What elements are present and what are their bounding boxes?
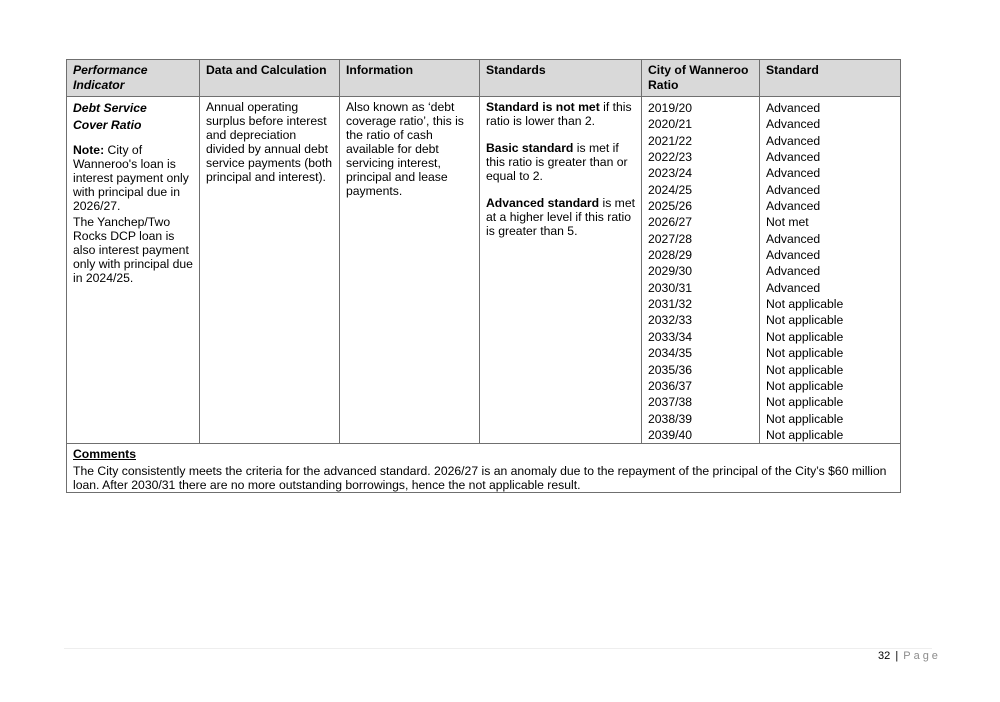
comments-cell <box>67 444 901 493</box>
standard-advanced <box>486 196 635 238</box>
standard-result: Not applicable <box>766 411 844 426</box>
ratio-year: 2036/37 <box>648 378 693 393</box>
standard-result: Advanced <box>766 101 821 115</box>
indicator-row <box>67 97 901 444</box>
ratio-year: 2022/23 <box>648 150 693 165</box>
standard-result: Not applicable <box>766 329 844 344</box>
header-city-ratio: City of Wanneroo Ratio <box>642 60 760 97</box>
ratio-year: 2025/26 <box>648 199 693 214</box>
comments-title: Comments <box>73 447 136 462</box>
standard-not-met-text: if this ratio is lower than 2. <box>486 100 632 128</box>
header-row <box>67 60 901 97</box>
header-standard: Standard <box>760 60 901 97</box>
standard-result: Advanced <box>766 166 821 181</box>
comments-text: The City consistently meets the criteria for the advanced standard. 2026/27 is an anomaly due to the repayment of the principal of the City’s $60 million loan. After 2030/31 there are no more outstanding borrowings, hence the not applicable result. <box>73 464 887 493</box>
ratio-year: 2027/28 <box>648 231 693 246</box>
page-separator: | <box>895 650 899 662</box>
standard-results-cell <box>760 97 901 444</box>
data-calculation-cell: Annual operating surplus before interest and depreciation divided by annual debt service payments (both principal and interest). <box>200 97 340 444</box>
standard-result: Not applicable <box>766 297 844 312</box>
page-label: Page <box>903 650 941 662</box>
standard-result: Not applicable <box>766 362 844 377</box>
standard-result: Not applicable <box>766 313 844 328</box>
ratio-year: 2037/38 <box>648 395 693 410</box>
ratio-year: 2023/24 <box>648 166 693 181</box>
indicator-note-2: The Yanchep/Two Rocks DCP loan is also interest payment only with principal due in 2024/25. <box>73 215 193 285</box>
kpi-table <box>66 59 901 493</box>
header-information: Information <box>340 60 480 97</box>
standard-result: Advanced <box>766 264 821 279</box>
ratio-year: 2034/35 <box>648 346 693 361</box>
page-number: 32 <box>878 650 891 662</box>
ratio-year: 2028/29 <box>648 248 693 263</box>
standard-result: Advanced <box>766 133 821 148</box>
standard-result: Advanced <box>766 280 821 295</box>
ratio-years-cell <box>642 97 760 444</box>
standard-advanced-text: is met at a higher level if this ratio is greater than 5. <box>486 196 635 238</box>
standard-result: Not applicable <box>766 346 844 361</box>
standard-result: Advanced <box>766 199 821 214</box>
standard-basic <box>486 141 635 183</box>
ratio-year: 2030/31 <box>648 280 693 295</box>
standard-advanced-label: Advanced standard <box>486 196 600 210</box>
page-footer <box>878 650 941 662</box>
note-text: City of Wanneroo's loan is interest payment only with principal due in 2026/27. <box>73 143 189 213</box>
header-data-calculation: Data and Calculation <box>200 60 340 97</box>
indicator-title <box>73 100 193 134</box>
standard-basic-text: is met if this ratio is greater than or equal to 2. <box>486 141 628 183</box>
comments-row <box>67 444 901 493</box>
ratio-year: 2019/20 <box>648 101 693 115</box>
indicator-note <box>73 143 193 213</box>
standard-not-met <box>486 100 635 128</box>
ratio-year: 2033/34 <box>648 329 693 344</box>
header-performance-indicator: Performance Indicator <box>67 60 200 97</box>
note-label: Note: <box>73 143 105 157</box>
ratio-year: 2029/30 <box>648 264 693 279</box>
standard-basic-label: Basic standard <box>486 141 574 155</box>
standard-result: Not applicable <box>766 395 844 410</box>
ratio-year: 2026/27 <box>648 215 693 230</box>
standard-result: Advanced <box>766 231 821 246</box>
standard-result: Advanced <box>766 150 821 165</box>
standard-result: Not applicable <box>766 427 844 442</box>
information-cell: Also known as ‘debt coverage ratio’, this is the ratio of cash available for debt servicing interest, principal and lease payments. <box>340 97 480 444</box>
standard-result: Advanced <box>766 182 821 197</box>
indicator-cell <box>67 97 200 444</box>
standard-result: Advanced <box>766 248 821 263</box>
ratio-year: 2038/39 <box>648 411 693 426</box>
header-standards: Standards <box>480 60 642 97</box>
standard-result: Advanced <box>766 117 821 132</box>
ratio-year: 2035/36 <box>648 362 693 377</box>
ratio-year: 2021/22 <box>648 133 693 148</box>
footer-divider <box>64 648 932 649</box>
standards-cell <box>480 97 642 444</box>
standard-result: Not met <box>766 215 809 230</box>
ratio-year: 2039/40 <box>648 427 693 442</box>
standard-not-met-label: Standard is not met <box>486 100 600 114</box>
ratio-year: 2031/32 <box>648 297 693 312</box>
indicator-title-line2: Cover Ratio <box>73 118 142 132</box>
ratio-year: 2024/25 <box>648 182 693 197</box>
indicator-title-line1: Debt Service <box>73 101 147 115</box>
ratio-year: 2020/21 <box>648 117 693 132</box>
standard-result: Not applicable <box>766 378 844 393</box>
ratio-year: 2032/33 <box>648 313 693 328</box>
